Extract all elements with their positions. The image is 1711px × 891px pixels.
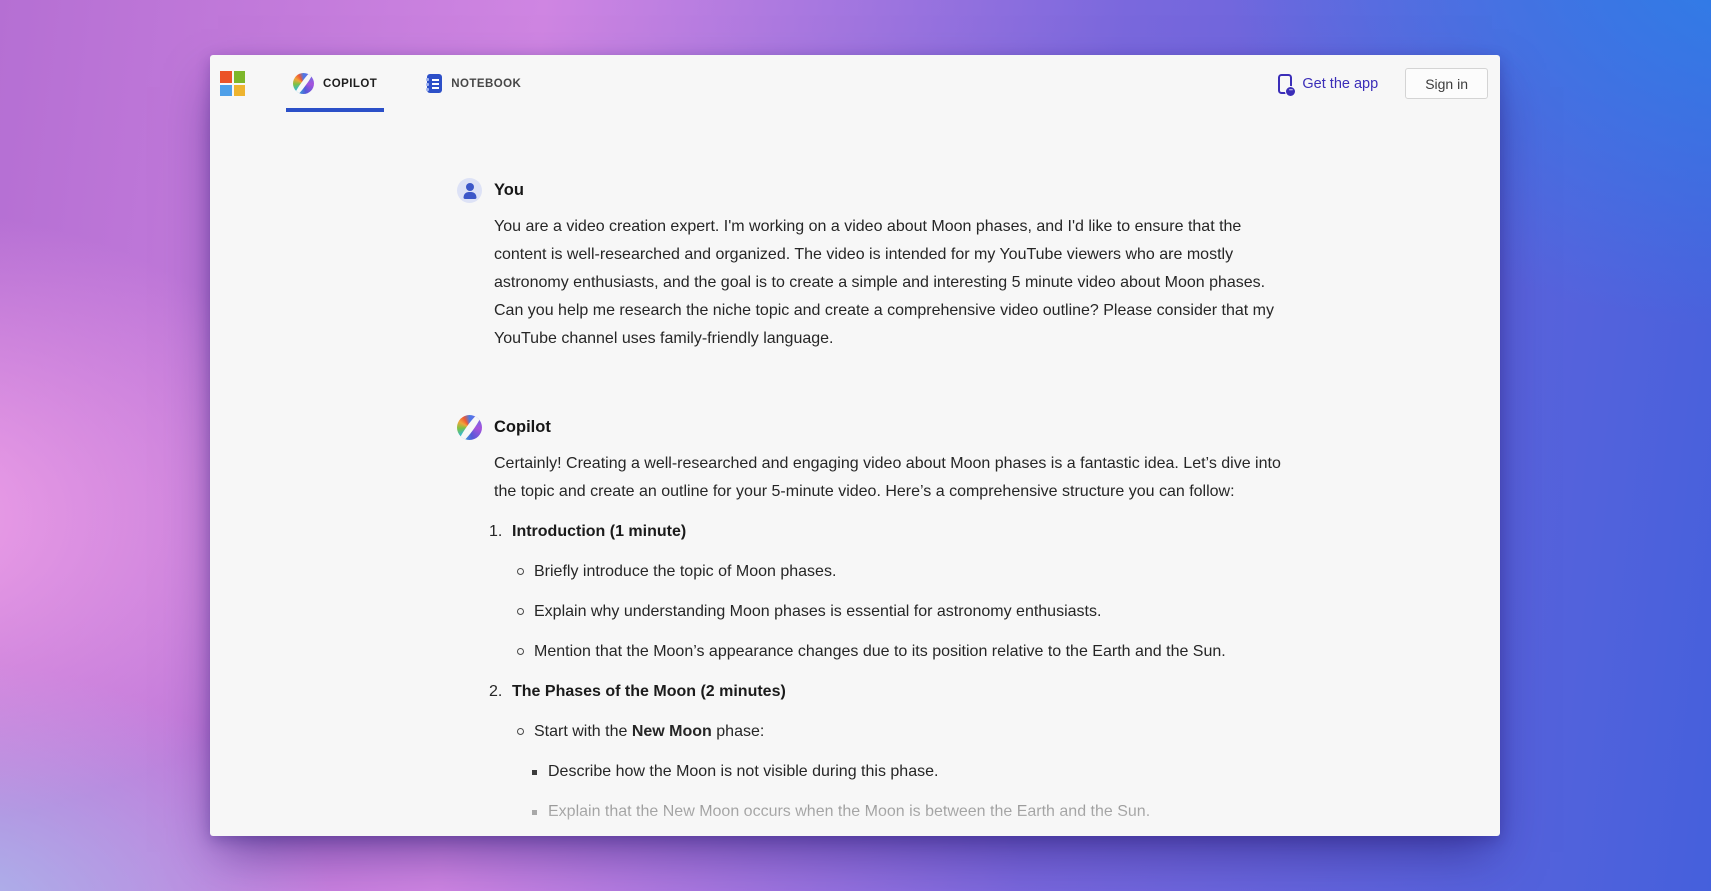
text-segment: phase: [711,723,765,740]
outline-item-text [534,638,1226,666]
copilot-avatar-icon [457,415,482,440]
microsoft-logo[interactable] [220,71,245,96]
get-the-app-label: Get the app [1302,75,1379,92]
copilot-logo-icon [293,73,314,94]
circle-bullet-icon [517,728,524,735]
outline-heading [489,518,1286,546]
microsoft-logo-square [220,71,232,83]
square-bullet-icon [532,770,537,775]
text-segment: Describe how the Moon is not visible during this phase. [548,763,939,780]
outline-section [489,678,1286,826]
user-message-text: You are a video creation expert. I'm working on a video about Moon phases, and I'd like to ensure that the content is well-researched and organized. The video is intended for my YouTube viewers who are mostly astronomy enthusiasts, and the goal is to create a simple and interesting 5 minute video about Moon phases. Can you help me research the niche topic and create a comprehensive video outline? Please consider that my YouTube channel uses family-friendly language. [494,218,1275,347]
circle-bullet-icon [517,648,524,655]
tab-notebook-label: NOTEBOOK [451,77,522,90]
outline-item-text [534,718,764,746]
bold-text: New Moon [631,723,712,740]
outline-section [489,518,1286,666]
circle-bullet-icon [517,568,524,575]
microsoft-logo-square [220,85,232,97]
assistant-intro-text: Certainly! Creating a well-researched and engaging video about Moon phases is a fantastic idea. Let’s dive into the topic and create an outline for your 5-minute video. Here’s a comprehensive structure you can follow: [494,455,1281,500]
user-message [457,178,1300,353]
get-the-app-link[interactable] [1278,74,1378,94]
outline-item [494,558,1286,586]
user-message-header [457,178,1300,203]
microsoft-logo-square [234,71,246,83]
top-navigation [210,55,1500,112]
outline-item [494,758,1286,786]
outline-item-text [534,558,836,586]
outline-item [494,638,1286,666]
text-segment: Explain why understanding Moon phases is essential for astronomy enthusiasts. [534,603,1102,620]
outline-item-text [548,798,1150,826]
circle-bullet-icon [517,608,524,615]
copilot-window [210,55,1500,836]
chat-badge-icon [1285,86,1296,97]
phone-app-icon [1278,74,1292,94]
outline-title: The Phases of the Moon (2 minutes) [512,683,786,700]
outline-item [494,798,1286,826]
outline-item [494,598,1286,626]
microsoft-logo-square [234,85,246,97]
outline-number: 1. [489,523,503,540]
outline-item-text [548,758,938,786]
assistant-message [457,415,1300,826]
text-segment: Briefly introduce the topic of Moon phases. [534,563,837,580]
tab-copilot-label: COPILOT [323,77,378,90]
sign-in-button[interactable]: Sign in [1405,68,1488,99]
text-segment: Explain that the New Moon occurs when the Moon is between the Earth and the Sun. [548,803,1151,820]
assistant-outline [489,518,1286,826]
square-bullet-icon [532,810,537,815]
text-segment: Mention that the Moon’s appearance changes due to its position relative to the Earth and the Sun. [534,643,1226,660]
outline-heading [489,678,1286,706]
outline-number: 2. [489,683,503,700]
assistant-message-header [457,415,1300,440]
conversation [210,112,1300,826]
person-icon [457,178,482,203]
outline-title: Introduction (1 minute) [512,523,687,540]
outline-item-text [534,598,1101,626]
text-segment: Start with the [534,723,632,740]
assistant-name: Copilot [494,418,551,436]
user-name: You [494,181,524,199]
tab-copilot[interactable] [286,55,384,112]
tab-notebook[interactable] [420,55,528,112]
tab-bar [286,55,528,112]
outline-item [494,718,1286,746]
header-actions [1278,55,1488,112]
notebook-icon [427,74,442,93]
